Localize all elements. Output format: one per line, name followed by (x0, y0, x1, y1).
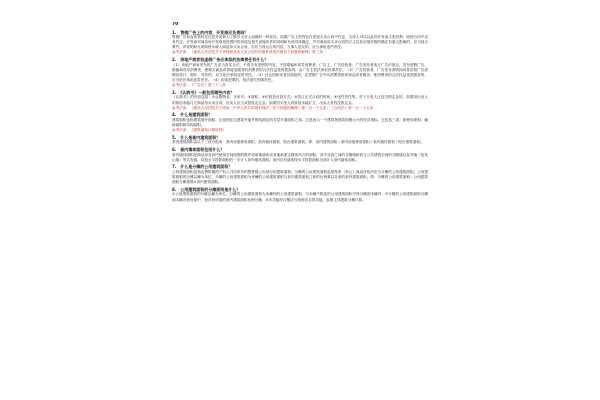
qa-item-7 (172, 164, 428, 185)
question-heading: 1. 售楼广告上的内容，开发商应负责吗？ (172, 29, 249, 35)
answer-text: （1）房地产商家发布的广告应当真实合法，不得含有虚假的内容，不得欺骗和误导消费者。广告主、广告经营者、广告发布者违反广告法规定，发布虚假广告，欺骗和误导消费者，使购买商品或者接受服务的消费者的合法权益受到损害的，由广告主依法承担民事责任。（2）广告经营者、广告发布者明知或者应知广告虚假仍设计、制作、发布的，应当依法承担连带责任。（3）社会团体或者其他组织，在虚假广告中向消费者推荐商品或者服务，使消费者的合法权益受到损害的，应当依法承担连带责任。（4）构成犯罪的，依法追究刑事责任。 (172, 62, 428, 83)
answer-text: ①公用建筑面积的分摊以幢为单位，分摊的公用建筑面积为本幢内的公用建筑面积。与本幢不相连的公用建筑面积不得分摊到本幢内；②分摊的公用建筑面积分摊到本幢各套房屋中，按各套房屋的套内建筑面积比例分摊；③多功能综合楼应当按照各自的功能，参照主体建筑分摊计算。 (172, 192, 428, 202)
question-heading: 3. 《认购书》一般包括哪些内容？ (172, 89, 235, 95)
answer-text: 《认购书》的内容包括：①认购物业；②房号；③面积；④价格及付款方式；⑤签订正式合同的时间；⑥违约责任等。对于买受人已经交纳定金的，如果因出卖人的原因未能订立商品房买卖合同，出卖人应当双倍返还定金；如果因买受人的原因未能订立，出卖人有权没收定金。 (172, 95, 428, 105)
question-heading: 4. 什么是建筑面积？ (172, 112, 213, 118)
qa-item-5 (172, 135, 428, 146)
answer-text: 公用建筑面积是指由整栋楼的产权人共同所有的整栋楼公用部分的建筑面积。分摊的公用建筑面积是指每套（单元）商品房依法应当分摊的公用建筑面积。公用建筑面积的分摊以幢为单位，分摊的公用建筑面积为该幢的公用建筑面积与套内建筑面积之和的比例乘以各套的套内建筑面积，即：分摊的公用建筑面积＝公用建筑面积分摊系数×套内建筑面积。 (172, 170, 428, 185)
answer-text: 售楼广告和宣传资料往往是开发商为了吸引买房人而做的一种宣传。如果广告上的内容在房屋买卖合同中约定，买房人可以以此向开发商主张权利；即使合同中没有约定，开发商对商品房开发规划范围内的房屋及相关设施所作的说明和允诺具体确定，并对商品房买卖合同的订立以及房屋价格的确定有重大影响的，应当视为要约。该说明和允诺即使未载入商品房买卖合同，亦应当视为合同内容，当事人违反的，应当承担违约责任。 (172, 35, 428, 50)
qa-item-6 (172, 147, 428, 163)
question-heading: 5. 什么是套内建筑面积？ (172, 134, 221, 140)
reference-law: 参考法条：《最高人民法院关于审理商品房买卖合同纠纷案件适用法律若干问题的解释》第三条 (172, 50, 323, 55)
answer-text: 套内建筑面积由以下三部分组成：套内房屋使用面积、套内墙体面积、阳台建筑面积。即：套内建筑面积＝套内房屋使用面积＋套内墙体面积＋阳台建筑面积。 (172, 140, 424, 145)
question-heading: 8. 公用建筑面积的分摊原则是什么？ (172, 186, 241, 192)
reference-law: 参考法条：《建筑面积计算规则》 (172, 128, 226, 133)
reference-law: 参考法条：《广告法》第三十八条 (172, 83, 226, 88)
question-heading: 2. 房地产商家拟虚假广告应承担的法律责任有什么？ (172, 57, 269, 63)
question-heading: 6. 套内墙体面积包括什么？ (172, 147, 225, 153)
qa-item-2 (172, 57, 428, 88)
document-page (172, 22, 428, 396)
qa-item-1 (172, 30, 428, 56)
answer-text: 套内墙体面积是商品房各套内使用空间周围的维护或承重墙体或其他承重支撑体所占的面积，其中各套之间的分隔墙和套与公共建筑空间的分隔墙以及外墙（包括山墙）等共有墙，均按水平投影面积的一半计入套内墙体面积。套内自有墙体按水平投影面积全部计入套内墙体面积。 (172, 152, 428, 162)
qa-item-4 (172, 112, 428, 133)
qa-item-8 (172, 187, 428, 203)
question-heading: 7. 什么是分摊的公用建筑面积？ (172, 164, 233, 170)
qa-item-3 (172, 90, 428, 111)
reference-law: 参考法条：《最高人民法院关于适用〈中华人民共和国担保法〉若干问题的解释》第一百一十五条；《合同法》第一百一十五条 (172, 105, 374, 110)
answer-text: 建筑面积也称建筑展开面积，它是指住宅建筑外墙外围线测定的各层平面面积之和。它是表示一个建筑物建筑规模大小的经济指标。它包括三项，即使用面积、辅助面积和结构面积。 (172, 117, 428, 127)
page-number: 70 (172, 22, 179, 27)
